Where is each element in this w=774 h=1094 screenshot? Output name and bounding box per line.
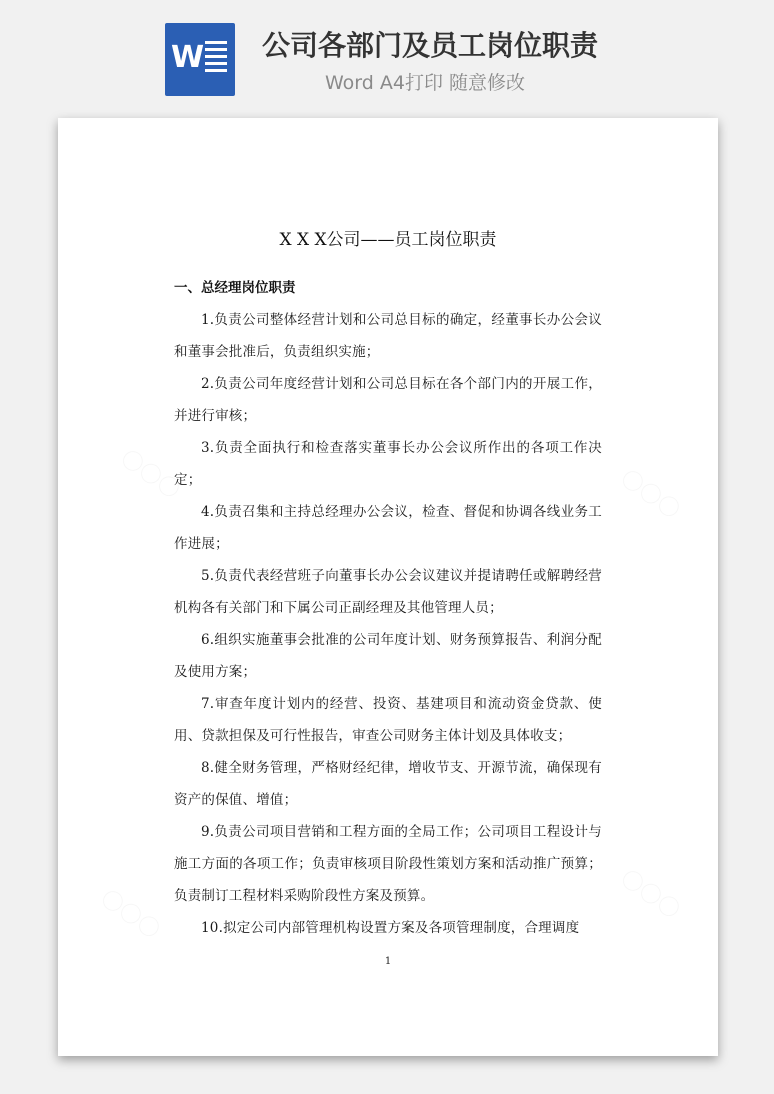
watermark-mark	[615, 862, 687, 925]
header	[0, 0, 774, 112]
paragraph: 9.负责公司项目营销和工程方面的全局工作；公司项目工程设计与施工方面的各项工作；负责审核项目阶段性策划方案和活动推广预算；负责制订工程材料采购阶段性方案及预算。	[174, 824, 602, 904]
document-page	[58, 118, 718, 1056]
logo-letter: W	[171, 40, 205, 75]
paragraph: 8.健全财务管理，严格财经纪律，增收节支、开源节流，确保现有资产的保值、增值；	[174, 760, 602, 808]
paragraph: 7.审查年度计划内的经营、投资、基建项目和流动资金贷款、使用、贷款担保及可行性报告，审查公司财务主体计划及具体收支；	[174, 696, 602, 744]
paragraph: 2.负责公司年度经营计划和公司总目标在各个部门内的开展工作，并进行审核；	[174, 376, 602, 424]
paragraph: 6.组织实施董事会批准的公司年度计划、财务预算报告、利润分配及使用方案；	[174, 632, 602, 680]
document-body	[174, 304, 602, 944]
watermark-mark	[615, 462, 687, 525]
paragraph: 1.负责公司整体经营计划和公司总目标的确定，经董事长办公会议和董事会批准后，负责组织实施；	[174, 312, 602, 360]
header-title: 公司各部门及员工岗位职责	[262, 29, 599, 62]
document-title: X X X公司——员工岗位职责	[279, 230, 497, 250]
logo-lines	[205, 41, 227, 76]
section-heading: 一、总经理岗位职责	[174, 280, 296, 296]
page-number: 1	[384, 956, 392, 967]
header-subtitle: Word A4打印 随意修改	[325, 72, 526, 94]
paragraph: 10.拟定公司内部管理机构设置方案及各项管理制度，合理调度	[201, 920, 580, 936]
paragraph: 4.负责召集和主持总经理办公会议，检查、督促和协调各线业务工作进展；	[174, 504, 602, 552]
paragraph: 5.负责代表经营班子向董事长办公会议建议并提请聘任或解聘经营机构各有关部门和下属公司正副经理及其他管理人员；	[174, 568, 602, 616]
watermark-mark	[95, 882, 167, 945]
word-logo-icon	[165, 23, 235, 96]
paragraph: 3.负责全面执行和检查落实董事长办公会议所作出的各项工作决定；	[174, 440, 602, 488]
